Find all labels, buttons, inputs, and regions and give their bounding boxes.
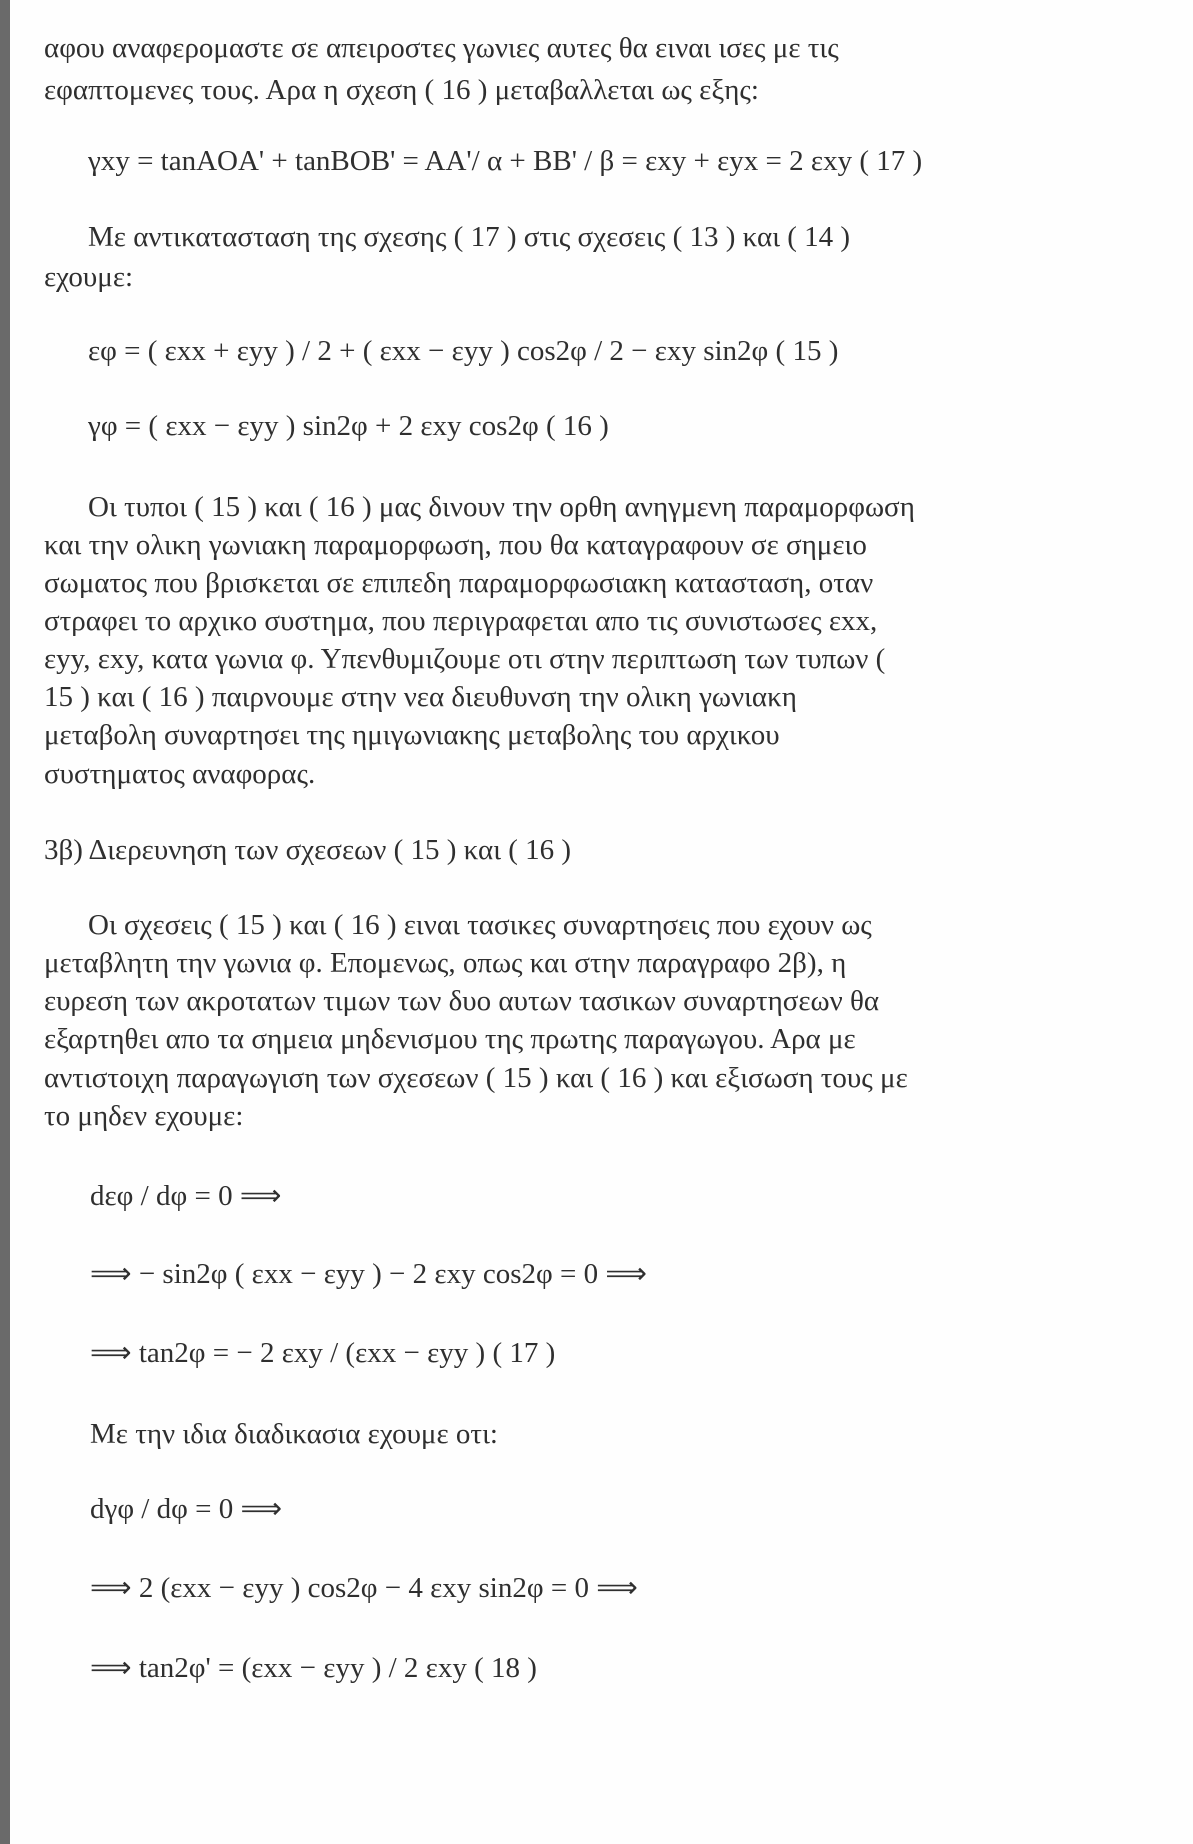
page-edge-shadow [0, 0, 10, 1844]
text-line: 15 ) και ( 16 ) παιρνουμε στην νεα διευθυνση την ολικη γωνιακη [44, 681, 797, 713]
text-line: σωματος που βρισκεται σε επιπεδη παραμορφωσιακη κατασταση, οταν [44, 567, 874, 599]
equation-15: εφ = ( εxx + εyy ) / 2 + ( εxx − εyy ) cos2φ / 2 − εxy sin2φ ( 15 ) [88, 335, 839, 367]
text-line: στραφει το αρχικο συστημα, που περιγραφεται απο τις συνιστωσες εxx, [44, 605, 878, 637]
equation-17: γxy = tanAOA' + tanBOB' = AA'/ α + BB' / β = εxy + εyx = 2 εxy ( 17 ) [88, 145, 923, 177]
text-line: εχουμε: [44, 261, 134, 293]
equation-derivative-1: dεφ / dφ = 0 ⟹ [90, 1180, 282, 1212]
text-line: το μηδεν εχουμε: [44, 1100, 244, 1132]
text-line: μεταβολη συναρτησει της ημιγωνιακης μεταβολης του αρχικου [44, 719, 780, 751]
equation-16: γφ = ( εxx − εyy ) sin2φ + 2 εxy cos2φ ( 16 ) [88, 410, 609, 442]
text-line: εξαρτηθει απο τα σημεια μηδενισμου της πρωτης παραγωγου. Αρα με [44, 1023, 856, 1055]
text-line: αφου αναφερομαστε σε απειροστες γωνιες αυτες θα ειναι ισες με τις [44, 32, 839, 64]
equation-step-1: ⟹ − sin2φ ( εxx − εyy ) − 2 εxy cos2φ = 0 ⟹ [90, 1258, 647, 1290]
equation-18-result: ⟹ tan2φ' = (εxx − εyy ) / 2 εxy ( 18 ) [90, 1652, 537, 1684]
text-line: Οι σχεσεις ( 15 ) και ( 16 ) ειναι τασικες συναρτησεις που εχουν ως [88, 909, 872, 941]
equation-step-2: ⟹ 2 (εxx − εyy ) cos2φ − 4 εxy sin2φ = 0 ⟹ [90, 1572, 638, 1604]
section-heading: 3β) Διερευνηση των σχεσεων ( 15 ) και ( 16 ) [44, 834, 572, 866]
equation-derivative-2: dγφ / dφ = 0 ⟹ [90, 1493, 283, 1525]
equation-17-result: ⟹ tan2φ = − 2 εxy / (εxx − εyy ) ( 17 ) [90, 1337, 556, 1369]
text-line: Με την ιδια διαδικασια εχουμε οτι: [90, 1418, 498, 1450]
text-line: ευρεση των ακροτατων τιμων των δυο αυτων τασικων συναρτησεων θα [44, 985, 880, 1017]
text-line: εφαπτομενες τους. Αρα η σχεση ( 16 ) μεταβαλλεται ως εξης: [44, 74, 759, 106]
text-line: Με αντικατασταση της σχεσης ( 17 ) στις σχεσεις ( 13 ) και ( 14 ) [88, 221, 851, 253]
text-line: εyy, εxy, κατα γωνια φ. Υπενθυμιζουμε οτι στην περιπτωση των τυπων ( [44, 643, 886, 675]
text-line: αντιστοιχη παραγωγιση των σχεσεων ( 15 ) και ( 16 ) και εξισωση τους με [44, 1062, 908, 1094]
text-line: μεταβλητη την γωνια φ. Επομενως, οπως και στην παραγραφο 2β), η [44, 947, 847, 979]
text-line: και την ολικη γωνιακη παραμορφωση, που θα καταγραφουν σε σημειο [44, 529, 867, 561]
text-line: Οι τυποι ( 15 ) και ( 16 ) μας δινουν την ορθη ανηγμενη παραμορφωση [88, 491, 915, 523]
text-line: συστηματος αναφορας. [44, 758, 316, 790]
